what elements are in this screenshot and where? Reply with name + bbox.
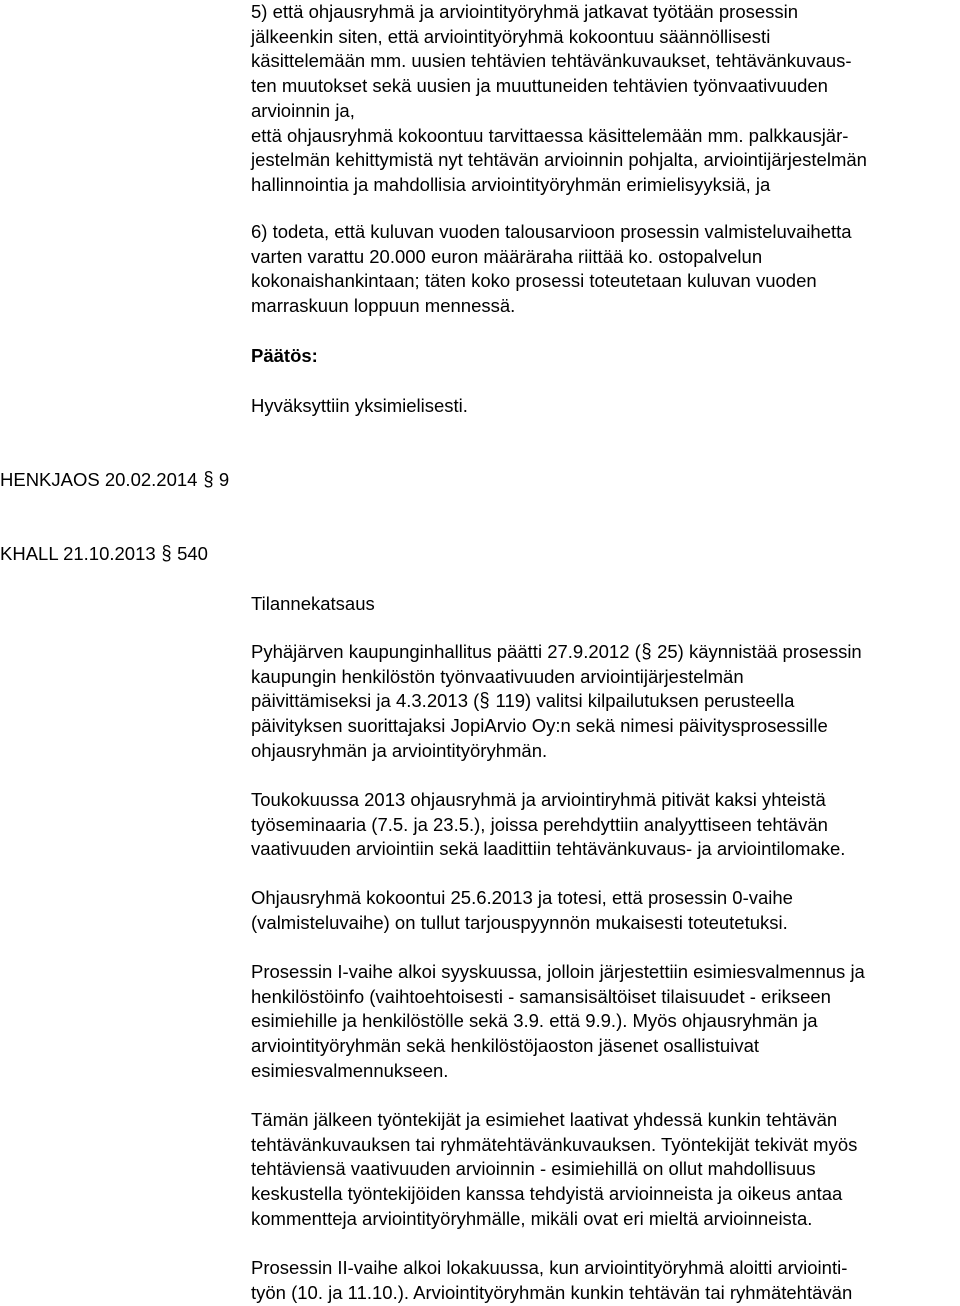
reference-number: 9	[213, 469, 230, 490]
text-line: työseminaaria (7.5. ja 23.5.), joissa perehdyttiin analyyttiseen tehtävän	[251, 813, 828, 835]
text-fragment: päivittämiseksi ja 4.3.2013 (	[251, 690, 480, 712]
text-line: Ohjausryhmä kokoontui 25.6.2013 ja totesi, että prosessin 0-vaihe	[251, 887, 793, 908]
text-fragment: Pyhäjärven kaupunginhallitus päätti 27.9.2012 (	[251, 641, 641, 662]
section-sign: §	[479, 690, 490, 713]
text-fragment: 119) valitsi kilpailutuksen perusteella	[490, 690, 795, 712]
paragraph-phase-2	[251, 1256, 960, 1305]
text-fragment: 25) käynnistää prosessin	[651, 641, 862, 662]
reference-number: 540	[171, 543, 208, 564]
reference-henkjaos	[0, 468, 229, 493]
decision-heading: Päätös:	[251, 345, 318, 366]
section-title: Tilannekatsaus	[251, 593, 375, 614]
intro-paragraph	[251, 640, 960, 764]
text-line: päivityksen suorittajaksi JopiArvio Oy:n sekä nimesi päivitysprosessille	[251, 715, 828, 737]
text-line: kommentteja arviointityöryhmälle, mikäli ovat eri mieltä arvioinneista.	[251, 1207, 813, 1229]
text-line: käsittelemään mm. uusien tehtävien tehtävänkuvaukset, tehtävänkuvaus-	[251, 50, 852, 72]
paragraph-phase-1	[251, 960, 960, 1084]
text-line: työn (10. ja 11.10.). Arviointityöryhmän kunkin tehtävän tai ryhmätehtävän	[251, 1281, 853, 1303]
reference-text: KHALL 21.10.2013	[0, 543, 161, 564]
text-line: 6) todeta, että kuluvan vuoden talousarvioon prosessin valmisteluvaihetta	[251, 221, 852, 242]
text-line: keskustella työntekijöiden kanssa tehdyistä arvioinneista ja oikeus antaa	[251, 1183, 843, 1205]
text-line: ohjausryhmän ja arviointityöryhmän.	[251, 739, 548, 761]
text-line: arviointityöryhmän sekä henkilöstöjaoston jäsenet osallistuivat	[251, 1035, 759, 1057]
text-line: 5) että ohjausryhmä ja arviointityöryhmä jatkavat työtään prosessin	[251, 1, 799, 22]
decision-text: Hyväksyttiin yksimielisesti.	[251, 395, 468, 416]
text-line: (valmisteluvaihe) on tullut tarjouspyynnön mukaisesti toteutetuksi.	[251, 911, 788, 933]
reference-text: HENKJAOS 20.02.2014	[0, 469, 203, 490]
paragraph-phase-0	[251, 886, 960, 935]
text-line: arvioinnin ja,	[251, 99, 355, 121]
text-line: kokonaishankintaan; täten koko prosessi toteutetaan kuluvan vuoden	[251, 270, 817, 292]
paragraph-job-descriptions	[251, 1108, 960, 1232]
text-line: vaativuuden arviointiin sekä laadittiin tehtävänkuvaus- ja arviointilomake.	[251, 838, 846, 860]
text-line	[251, 640, 960, 665]
section-sign: §	[203, 469, 214, 491]
decision-item-5	[251, 0, 960, 198]
decision-item-6	[251, 220, 960, 319]
text-line: marraskuun loppuun mennessä.	[251, 295, 516, 317]
text-line	[251, 689, 960, 714]
text-line: Tämän jälkeen työntekijät ja esimiehet laativat yhdessä kunkin tehtävän	[251, 1109, 838, 1130]
paragraph-seminars	[251, 788, 960, 862]
text-line: Toukokuussa 2013 ohjausryhmä ja arviointiryhmä pitivät kaksi yhteistä	[251, 789, 826, 810]
text-line: hallinnointia ja mahdollisia arviointityöryhmän erimielisyyksiä, ja	[251, 173, 771, 195]
text-line: tehtäviensä vaativuuden arvioinnin - esimiehillä on ollut mahdollisuus	[251, 1158, 816, 1180]
reference-khall	[0, 542, 208, 567]
text-line: esimiesvalmennukseen.	[251, 1059, 449, 1081]
text-line: että ohjausryhmä kokoontuu tarvittaessa käsittelemään mm. palkkausjär-	[251, 124, 849, 146]
text-line: tehtävänkuvauksen tai ryhmätehtävänkuvauksen. Työntekijät tekivät myös	[251, 1133, 858, 1155]
text-line: Prosessin I-vaihe alkoi syyskuussa, jolloin järjestettiin esimiesvalmennus ja	[251, 961, 865, 982]
text-line: henkilöstöinfo (vaihtoehtoisesti - samansisältöiset tilaisuudet - erikseen	[251, 985, 831, 1007]
text-line: jestelmän kehittymistä nyt tehtävän arvioinnin pohjalta, arviointijärjestelmän	[251, 149, 867, 171]
section-sign: §	[641, 641, 652, 663]
text-line: varten varattu 20.000 euron määräraha riittää ko. ostopalvelun	[251, 245, 763, 267]
text-line: esimiehille ja henkilöstölle sekä 3.9. että 9.9.). Myös ohjausryhmän ja	[251, 1010, 818, 1032]
text-line: jälkeenkin siten, että arviointityöryhmä kokoontuu säännöllisesti	[251, 25, 771, 47]
text-line: kaupungin henkilöstön työnvaativuuden arviointijärjestelmän	[251, 665, 744, 687]
text-line: Prosessin II-vaihe alkoi lokakuussa, kun arviointityöryhmä aloitti arviointi-	[251, 1257, 848, 1278]
text-line: ten muutokset sekä uusien ja muuttuneiden tehtävien työnvaativuuden	[251, 75, 828, 97]
section-sign: §	[161, 543, 172, 565]
